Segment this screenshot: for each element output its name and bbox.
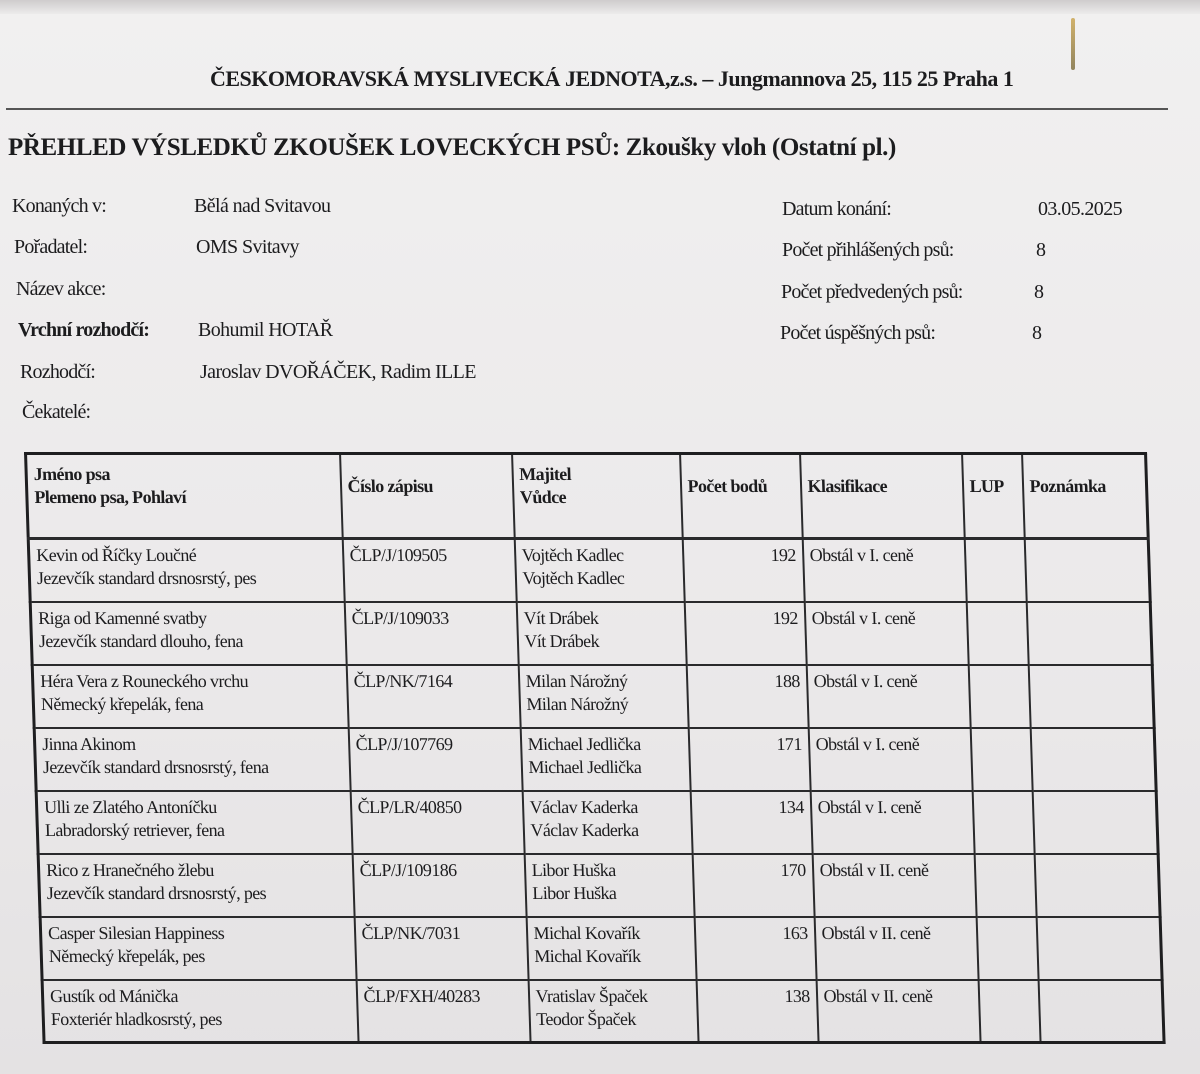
pen-mark [1071, 18, 1075, 70]
dog-name: Kevin od Říčky Loučné [35, 545, 197, 565]
cell-dog [38, 854, 354, 917]
cell-classification: Obstál v I. ceně [802, 539, 966, 602]
cell-people [520, 728, 690, 791]
col-header-note-label: Poznámka [1029, 476, 1107, 496]
col-header-owner-handler [512, 454, 683, 539]
meta-label-registered: Počet přihlášených psů: [782, 239, 954, 261]
col-header-dog-name: Jméno psa [33, 464, 111, 484]
col-header-classification [800, 454, 965, 539]
cell-lup [964, 539, 1026, 602]
cell-lup [972, 791, 1034, 854]
table-row [40, 917, 1162, 980]
col-header-owner: Majitel [518, 464, 572, 484]
meta-label-date: Datum konání: [782, 198, 892, 220]
meta-value-date: 03.05.2025 [1038, 198, 1123, 220]
table-row [34, 728, 1156, 791]
table-header [26, 454, 1149, 539]
cell-classification: Obstál v II. ceně [816, 980, 980, 1043]
cell-points: 171 [688, 728, 810, 791]
meta-value-venue: Bělá nad Svitavou [194, 195, 331, 217]
cell-registration: ČLP/FXH/40283 [356, 980, 530, 1043]
results-table [24, 452, 1166, 1044]
dog-breed: Labradorský retriever, fena [44, 819, 225, 840]
table-row [28, 539, 1150, 602]
cell-dog [32, 665, 348, 728]
cell-points: 134 [690, 791, 812, 854]
cell-points: 192 [682, 539, 804, 602]
cell-points: 138 [696, 980, 818, 1043]
handler-name: Libor Huška [532, 882, 617, 903]
cell-registration: ČLP/NK/7031 [354, 917, 528, 980]
cell-lup [974, 854, 1036, 917]
cell-people [526, 917, 696, 980]
dog-breed: Německý křepelák, fena [40, 693, 204, 714]
cell-people [518, 665, 688, 728]
cell-lup [968, 665, 1030, 728]
cell-note [1024, 539, 1150, 602]
cell-classification: Obstál v I. ceně [804, 602, 968, 665]
col-header-breed-sex: Plemeno psa, Pohlaví [34, 487, 187, 507]
meta-value-successful: 8 [1032, 322, 1042, 344]
table-row [32, 665, 1154, 728]
cell-registration: ČLP/NK/7164 [346, 665, 520, 728]
handler-name: Vojtěch Kadlec [522, 568, 625, 588]
cell-note [1036, 917, 1162, 980]
dog-breed: Jezevčík standard drsnosrstý, fena [42, 756, 269, 777]
col-header-classification-label: Klasifikace [807, 476, 888, 496]
dog-breed: Německý křepelák, pes [48, 945, 205, 966]
dog-name: Casper Silesian Happiness [47, 922, 225, 943]
dog-name: Rico z Hranečného žlebu [45, 859, 215, 880]
col-header-note [1022, 454, 1149, 539]
meta-label-organizer: Pořadatel: [14, 236, 88, 258]
owner-name: Libor Huška [531, 859, 616, 880]
owner-name: Michael Jedlička [527, 733, 641, 754]
col-header-handler: Vůdce [519, 487, 567, 507]
cell-dog [34, 728, 350, 791]
cell-note [1034, 854, 1160, 917]
dog-breed: Jezevčík standard drsnosrstý, pes [36, 568, 257, 588]
table-row [42, 980, 1164, 1043]
table-row [30, 602, 1152, 665]
cell-note [1026, 602, 1152, 665]
meta-label-successful: Počet úspěšných psů: [780, 322, 936, 344]
organization-header: ČESKOMORAVSKÁ MYSLIVECKÁ JEDNOTA,z.s. – Jungmannova 25, 115 25 Praha 1 [210, 66, 1014, 91]
dog-name: Héra Vera z Rouneckého vrchu [39, 670, 249, 691]
meta-label-venue: Konaných v: [12, 195, 106, 217]
cell-lup [966, 602, 1028, 665]
cell-lup [978, 980, 1040, 1043]
cell-points: 192 [684, 602, 806, 665]
cell-note [1028, 665, 1154, 728]
cell-dog [28, 539, 344, 602]
owner-name: Milan Nárožný [525, 670, 628, 691]
meta-label-chief-judge: Vrchní rozhodčí: [18, 319, 150, 341]
meta-label-event-name: Název akce: [16, 278, 106, 300]
cell-note [1032, 791, 1158, 854]
page-title: PŘEHLED VÝSLEDKŮ ZKOUŠEK LOVECKÝCH PSŮ: Zkoušky vloh (Ostatní pl.) [8, 134, 896, 161]
cell-dog [36, 791, 352, 854]
table-header-row [26, 454, 1149, 539]
meta-value-presented: 8 [1034, 281, 1044, 303]
cell-people [524, 854, 694, 917]
dog-name: Gustík od Mánička [49, 985, 179, 1006]
meta-value-organizer: OMS Svitavy [196, 236, 299, 258]
cell-registration: ČLP/LR/40850 [350, 791, 524, 854]
cell-classification: Obstál v I. ceně [806, 665, 970, 728]
cell-people [516, 602, 686, 665]
handler-name: Michael Jedlička [528, 756, 642, 777]
cell-points: 188 [686, 665, 808, 728]
cell-registration: ČLP/J/109505 [342, 539, 516, 602]
cell-note [1038, 980, 1164, 1043]
dog-name: Jinna Akinom [41, 733, 136, 754]
col-header-registration-label: Číslo zápisu [347, 476, 434, 496]
meta-value-chief-judge: Bohumil HOTAŘ [198, 319, 333, 341]
cell-points: 170 [692, 854, 814, 917]
cell-classification: Obstál v II. ceně [812, 854, 976, 917]
cell-dog [30, 602, 346, 665]
cell-people [514, 539, 684, 602]
owner-name: Michal Kovařík [533, 922, 640, 943]
col-header-dog [26, 454, 343, 539]
owner-name: Vojtěch Kadlec [521, 545, 624, 565]
col-header-registration [340, 454, 515, 539]
col-header-points-label: Počet bodů [687, 476, 768, 496]
table-body [28, 539, 1164, 1043]
col-header-lup [962, 454, 1025, 539]
meta-label-judges: Rozhodčí: [20, 361, 96, 383]
cell-classification: Obstál v I. ceně [808, 728, 972, 791]
col-header-lup-label: LUP [969, 476, 1005, 496]
handler-name: Vít Drábek [524, 630, 600, 651]
table-row [36, 791, 1158, 854]
cell-registration: ČLP/J/109186 [352, 854, 526, 917]
cell-people [522, 791, 692, 854]
owner-name: Vratislav Špaček [535, 985, 648, 1006]
handler-name: Teodor Špaček [535, 1008, 637, 1029]
meta-label-candidates: Čekatelé: [22, 401, 91, 423]
dog-breed: Jezevčík standard dlouho, fena [38, 630, 244, 651]
handler-name: Václav Kaderka [530, 819, 639, 840]
owner-name: Vít Drábek [523, 607, 599, 628]
header-divider [6, 108, 1168, 110]
handler-name: Milan Nárožný [526, 693, 629, 714]
meta-value-registered: 8 [1036, 239, 1046, 261]
meta-value-judges: Jaroslav DVOŘÁČEK, Radim ILLE [200, 361, 476, 383]
cell-lup [970, 728, 1032, 791]
cell-registration: ČLP/J/107769 [348, 728, 522, 791]
cell-classification: Obstál v I. ceně [810, 791, 974, 854]
dog-breed: Jezevčík standard drsnosrstý, pes [46, 882, 267, 903]
dog-name: Riga od Kamenné svatby [37, 607, 207, 628]
cell-dog [42, 980, 358, 1043]
table-row [38, 854, 1160, 917]
cell-note [1030, 728, 1156, 791]
cell-points: 163 [694, 917, 816, 980]
page-top-edge [0, 0, 1200, 14]
cell-people [528, 980, 698, 1043]
owner-name: Václav Kaderka [529, 796, 638, 817]
cell-lup [976, 917, 1038, 980]
cell-registration: ČLP/J/109033 [344, 602, 518, 665]
handler-name: Michal Kovařík [534, 945, 641, 966]
dog-name: Ulli ze Zlatého Antoníčku [43, 796, 217, 817]
dog-breed: Foxteriér hladkosrstý, pes [50, 1008, 222, 1029]
cell-classification: Obstál v II. ceně [814, 917, 978, 980]
meta-label-presented: Počet předvedených psů: [781, 281, 963, 303]
col-header-points [680, 454, 803, 539]
cell-dog [40, 917, 356, 980]
